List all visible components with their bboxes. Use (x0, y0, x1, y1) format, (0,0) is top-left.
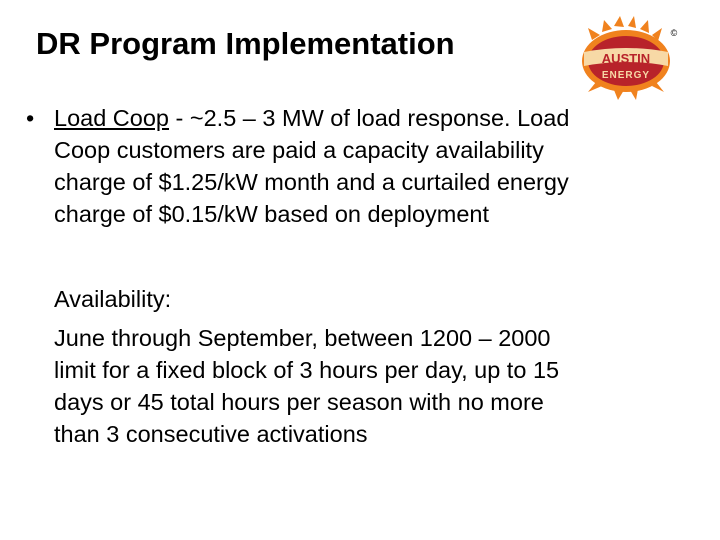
availability-line-4: than 3 consecutive activations (54, 421, 368, 447)
bullet-symbol: • (26, 105, 35, 131)
availability-line-1: June through September, between 1200 – 2000 (54, 325, 551, 351)
bullet-item (26, 102, 696, 230)
bullet-line-4: charge of $0.15/kW based on deployment (54, 201, 490, 227)
austin-energy-logo (574, 16, 680, 102)
logo-word-austin: AUSTIN (601, 51, 651, 66)
bullet-line-3: charge of $1.25/kW month and a curtailed energy (54, 169, 569, 195)
availability-details (54, 322, 694, 450)
austin-energy-logo-graphic (574, 16, 680, 102)
availability-line-3: days or 45 total hours per season with no more (54, 389, 544, 415)
load-coop-term: Load Coop (54, 105, 169, 131)
availability-heading: Availability: (54, 286, 172, 312)
copyright-mark: © (670, 28, 678, 38)
bullet-line-1 (54, 102, 696, 134)
availability-line-2: limit for a fixed block of 3 hours per day, up to 15 (54, 357, 560, 383)
slide-title: DR Program Implementation (36, 26, 455, 61)
bullet-line-2: Coop customers are paid a capacity availability (54, 137, 544, 163)
load-coop-bullet (26, 102, 696, 230)
bullet-line-1-text: - ~2.5 – 3 MW of load response. Load (169, 105, 570, 131)
logo-word-energy: ENERGY (601, 70, 651, 81)
